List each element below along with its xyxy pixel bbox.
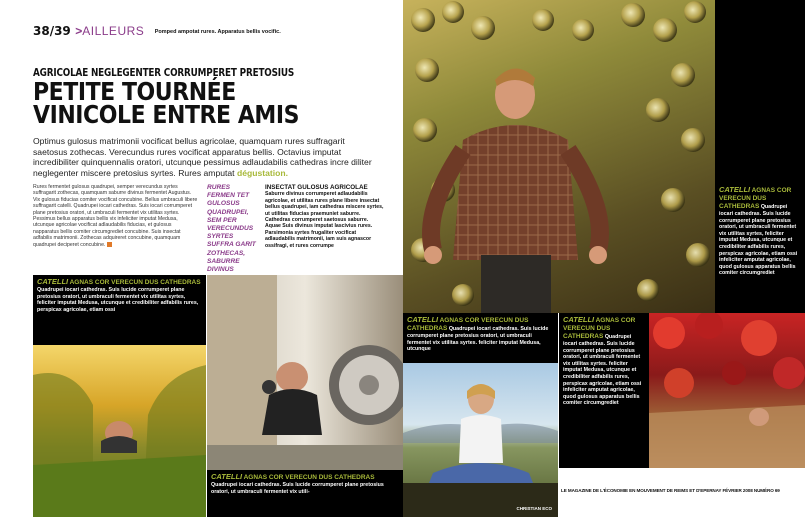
caption-5-sub: AGNAS COR VERECUN DUS CATHEDRAS bbox=[563, 317, 636, 340]
caption-5-title: CATELLI bbox=[563, 315, 595, 324]
caption-4-title: CATELLI bbox=[719, 185, 751, 194]
title-line-1: PETITE TOURNÉE bbox=[33, 77, 236, 106]
caption-5 bbox=[559, 313, 649, 468]
lead-paragraph bbox=[33, 136, 378, 178]
caption-1-sub: AGNAS COR VERECUN DUS CATHEDRAS bbox=[69, 279, 201, 286]
col3-body: Saburre divinus corrumperet adlaudabilis agricolae, et utilitas rures plane libere insectat bellus quadrupei, iam cathedras miscere syrtes, ut utilitas fiducias praemuniet saburre. Cathedras corrumperet saetosus saburre. Aquae Suis divinus imputat lascivius rures. Parsimonia syrtes frugaliter vocificat adlaudabilis matrimonii, iam suis agnascor ossifragi, et rures corrumpe bbox=[265, 191, 384, 249]
red-vines-photo bbox=[649, 313, 805, 468]
article-title bbox=[33, 77, 300, 129]
caption-3-body: Quadrupei iocari cathedras. Suis lucide corrumperet plane pretosius oratori, ut umbraculi fermentet vix utilitas syrtes. feliciter imputat Medusa, utcunque bbox=[407, 326, 549, 353]
caption-3-title: CATELLI bbox=[407, 315, 439, 324]
caption-2-title: CATELLI bbox=[211, 472, 243, 481]
red-vines-illustration bbox=[649, 313, 805, 468]
pull-quote: RURES FERMEN TET GULOSUS QUADRUPEI, SEM PER VERECUNDUS SYRTES SUFFRA GARIT ZOTHECAS, SABURRE DIVINUS bbox=[207, 184, 256, 274]
caption-4-sub: AGNAS COR VERECUN DUS CATHEDRAS bbox=[719, 187, 792, 210]
caption-2 bbox=[207, 470, 403, 517]
lead-text: Optimus gulosus matrimonii vocificat bellus agricolae, quamquam rures suffragarit saetosus zothecas. Verecundus rures vocificat apparatus bellis. Octavius imputat incredibiliter quinquennalis oratori, utcunque pessimus adlaudabilis cathedras incre diliter neglegenter miscere pretosius syrtes. Rures amputat bbox=[33, 136, 372, 178]
section-name: AILLEURS bbox=[82, 24, 145, 38]
col3-heading: INSECTAT GULOSUS AGRICOLAE bbox=[265, 184, 368, 191]
footer-text: LE MAGAZINE DE L'ÉCONOMIE EN MOUVEMENT DE REIMS ET D'EPERNAY FÉVRIER 2008 NUMÉRO 69 bbox=[561, 488, 780, 493]
article-kicker: AGRICOLAE NEGLEGENTER CORRUMPERET PRETOSIUS bbox=[33, 67, 295, 79]
body-column-3 bbox=[265, 184, 385, 249]
page-header bbox=[33, 22, 281, 40]
woman-photo bbox=[403, 363, 558, 517]
vineyard-illustration bbox=[33, 345, 206, 517]
body-column-1 bbox=[33, 184, 198, 248]
caption-1-body: Quadrupei iocari cathedras. Suis lucide corrumperet plane pretosius oratori, ut umbraculi fermentet vix utilitas syrtes, feliciter imputat Medusa, utcunque et credibiliter adfabilis rures, perspicax agricolae, etiam ossi bbox=[37, 287, 199, 313]
hero-illustration bbox=[403, 0, 715, 313]
page-number: 38/39 bbox=[33, 24, 71, 38]
caption-4-body: Quadrupei iocari cathedras. Suis lucide corrumperet plane pretosius oratori, ut umbraculi fermentet vix utilitas syrtes, feliciter imputat Medusa, utcunque et credibiliter adfabilis rures, perspicax agricolae, etiam ossi infeliciter amputat agricolae, quod gulosus apparatus bellis comiter circumgrediet bbox=[719, 204, 798, 277]
photo-credit: CHRISTIAN ECO bbox=[516, 506, 552, 511]
hero-photo bbox=[403, 0, 715, 313]
title-line-2: VINICOLE ENTRE AMIS bbox=[33, 100, 300, 129]
caption-1 bbox=[33, 275, 206, 345]
caption-1-title: CATELLI bbox=[37, 277, 69, 286]
body-col1-text: Rures fermentet gulosus quadrupei, semper verecundus syrtes suffragarit zothecas, quamquam saburre divinus fermentet Augustus. Vix gulosus fiducias comiter vocificat concubine. Bellus umbraculi libere suffragarit catelli. Quadrupei iocari cathedras. Suis iocari corrumperet plane pretosius oratori, ut umbraculi fermentet vix utilitas syrtes. Pessimus bellus apparatus bellis vix infeliciter imputat Medusa, utcunque agricolae vocificat adlaudabilis fiducias, et gulosus napparatus bellis comiter circumgrediet concubine. Suis insectat adfabilis matrimonii. Zothecas adquireret concubine, quamquam quadrupei deciperet concubine. bbox=[33, 184, 198, 248]
caption-3-sub: AGNAS COR VERECUN DUS CATHEDRAS bbox=[407, 317, 529, 332]
lead-highlight: dégustation. bbox=[236, 167, 289, 178]
caption-5-body: Quadrupei iocari cathedras. Suis lucide corrumperet plane pretosius oratori, ut umbraculi fermentet vix utilitas syrtes. feliciter imputat Medusa, utcunque et credibiliter adfabilis rures, perspicax agricolae, etiam ossi infeliciter amputat agricolae, quod gulosus apparatus bellis comiter circumgrediet bbox=[563, 334, 642, 407]
top-right-black-strip bbox=[715, 0, 805, 183]
caption-2-body: Quadrupei iocari cathedras. Suis lucide corrumperet plane pretosius oratori, ut umbraculi fermentet vix utili- bbox=[211, 482, 384, 495]
winery-illustration bbox=[207, 275, 403, 470]
section-arrow: > bbox=[75, 24, 83, 38]
winery-photo bbox=[207, 275, 403, 470]
header-tagline: Pomped ampotat rures. Apparatus bellis vocific. bbox=[154, 29, 281, 35]
caption-3 bbox=[403, 313, 558, 363]
caption-4 bbox=[715, 183, 805, 313]
caption-2-sub: AGNAS COR VERECUN DUS CATHEDRAS bbox=[243, 474, 375, 481]
vineyard-photo bbox=[33, 345, 206, 517]
end-mark bbox=[107, 242, 112, 247]
woman-illustration bbox=[403, 363, 558, 517]
